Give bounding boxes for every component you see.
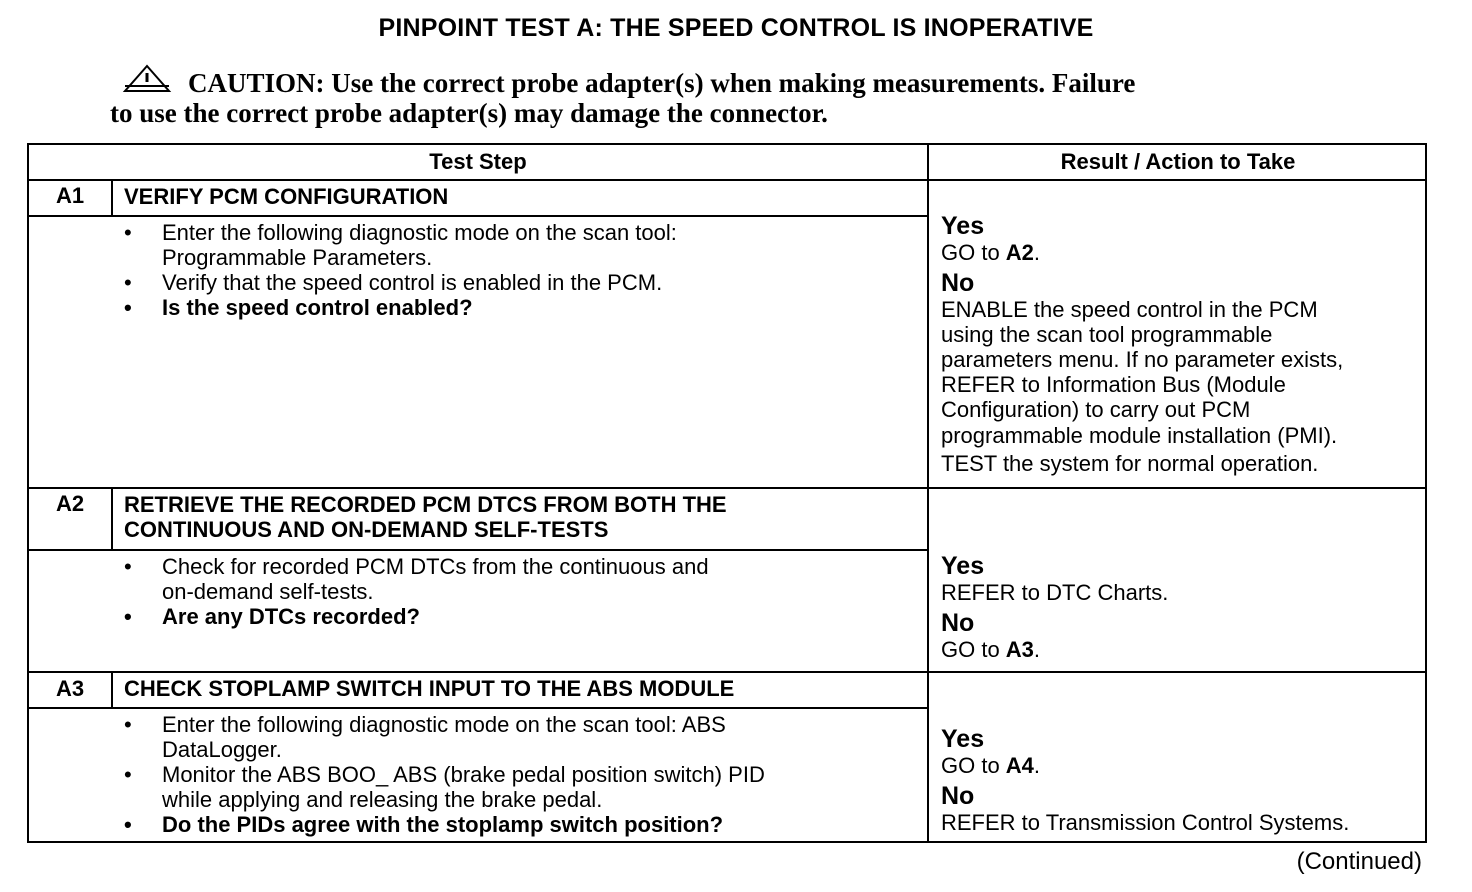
step-id: A3 xyxy=(55,676,85,701)
step-title: CHECK STOPLAMP SWITCH INPUT TO THE ABS MODULE xyxy=(124,676,735,701)
list-item: • Are any DTCs recorded? xyxy=(124,604,420,629)
no-label: No xyxy=(941,269,975,297)
list-item: • Monitor the ABS BOO_ ABS (brake pedal position switch) PID while applying and releasing the brake pedal. xyxy=(124,762,765,812)
pinpoint-test-table xyxy=(27,143,1427,843)
step-bullets xyxy=(124,220,677,320)
caution-line-1: CAUTION: Use the correct probe adapter(s) when making measurements. Failure xyxy=(188,68,1136,98)
yes-action: GO to A2. xyxy=(941,240,1041,265)
step-bullets xyxy=(124,712,765,837)
list-item: • Do the PIDs agree with the stoplamp switch position? xyxy=(124,812,724,837)
no-action: GO to A3. xyxy=(941,637,1041,662)
list-item: • Is the speed control enabled? xyxy=(124,295,473,320)
step-result xyxy=(941,212,1343,476)
yes-action: GO to A4. xyxy=(941,753,1041,778)
list-item: • Check for recorded PCM DTCs from the continuous and on-demand self-tests. xyxy=(124,554,709,604)
step-id: A1 xyxy=(55,183,85,208)
list-item: • Enter the following diagnostic mode on the scan tool: ABS DataLogger. xyxy=(124,712,726,762)
step-result xyxy=(941,552,1168,662)
no-label: No xyxy=(941,609,975,637)
warning-triangle-icon xyxy=(122,64,172,94)
step-title: VERIFY PCM CONFIGURATION xyxy=(124,184,449,209)
header-test-step: Test Step xyxy=(429,149,527,174)
step-title: RETRIEVE THE RECORDED PCM DTCS FROM BOTH THE CONTINUOUS AND ON-DEMAND SELF-TESTS xyxy=(124,492,727,542)
no-action: ENABLE the speed control in the PCM using the scan tool programmable parameters menu. If no parameter exists, REFER to Information Bus (Module Configuration) to carry out PCM programmable module installation (PMI). TEST the system for normal operation. xyxy=(941,297,1344,476)
step-id: A2 xyxy=(55,491,85,516)
yes-action: REFER to DTC Charts. xyxy=(941,580,1169,605)
caution-note xyxy=(110,64,1135,128)
caution-line-2: to use the correct probe adapter(s) may damage the connector. xyxy=(110,98,828,128)
yes-label: Yes xyxy=(941,725,985,753)
no-action: REFER to Transmission Control Systems. xyxy=(941,810,1350,835)
yes-label: Yes xyxy=(941,552,985,580)
list-item: • Enter the following diagnostic mode on the scan tool: Programmable Parameters. xyxy=(124,220,677,270)
page-title: PINPOINT TEST A: THE SPEED CONTROL IS INOPERATIVE xyxy=(378,14,1094,42)
step-result xyxy=(941,725,1349,835)
continued-note: (Continued) xyxy=(1296,848,1422,875)
yes-label: Yes xyxy=(941,212,985,240)
step-bullets xyxy=(124,554,709,629)
no-label: No xyxy=(941,782,975,810)
header-result: Result / Action to Take xyxy=(1060,149,1296,174)
list-item: • Verify that the speed control is enabled in the PCM. xyxy=(124,270,663,295)
